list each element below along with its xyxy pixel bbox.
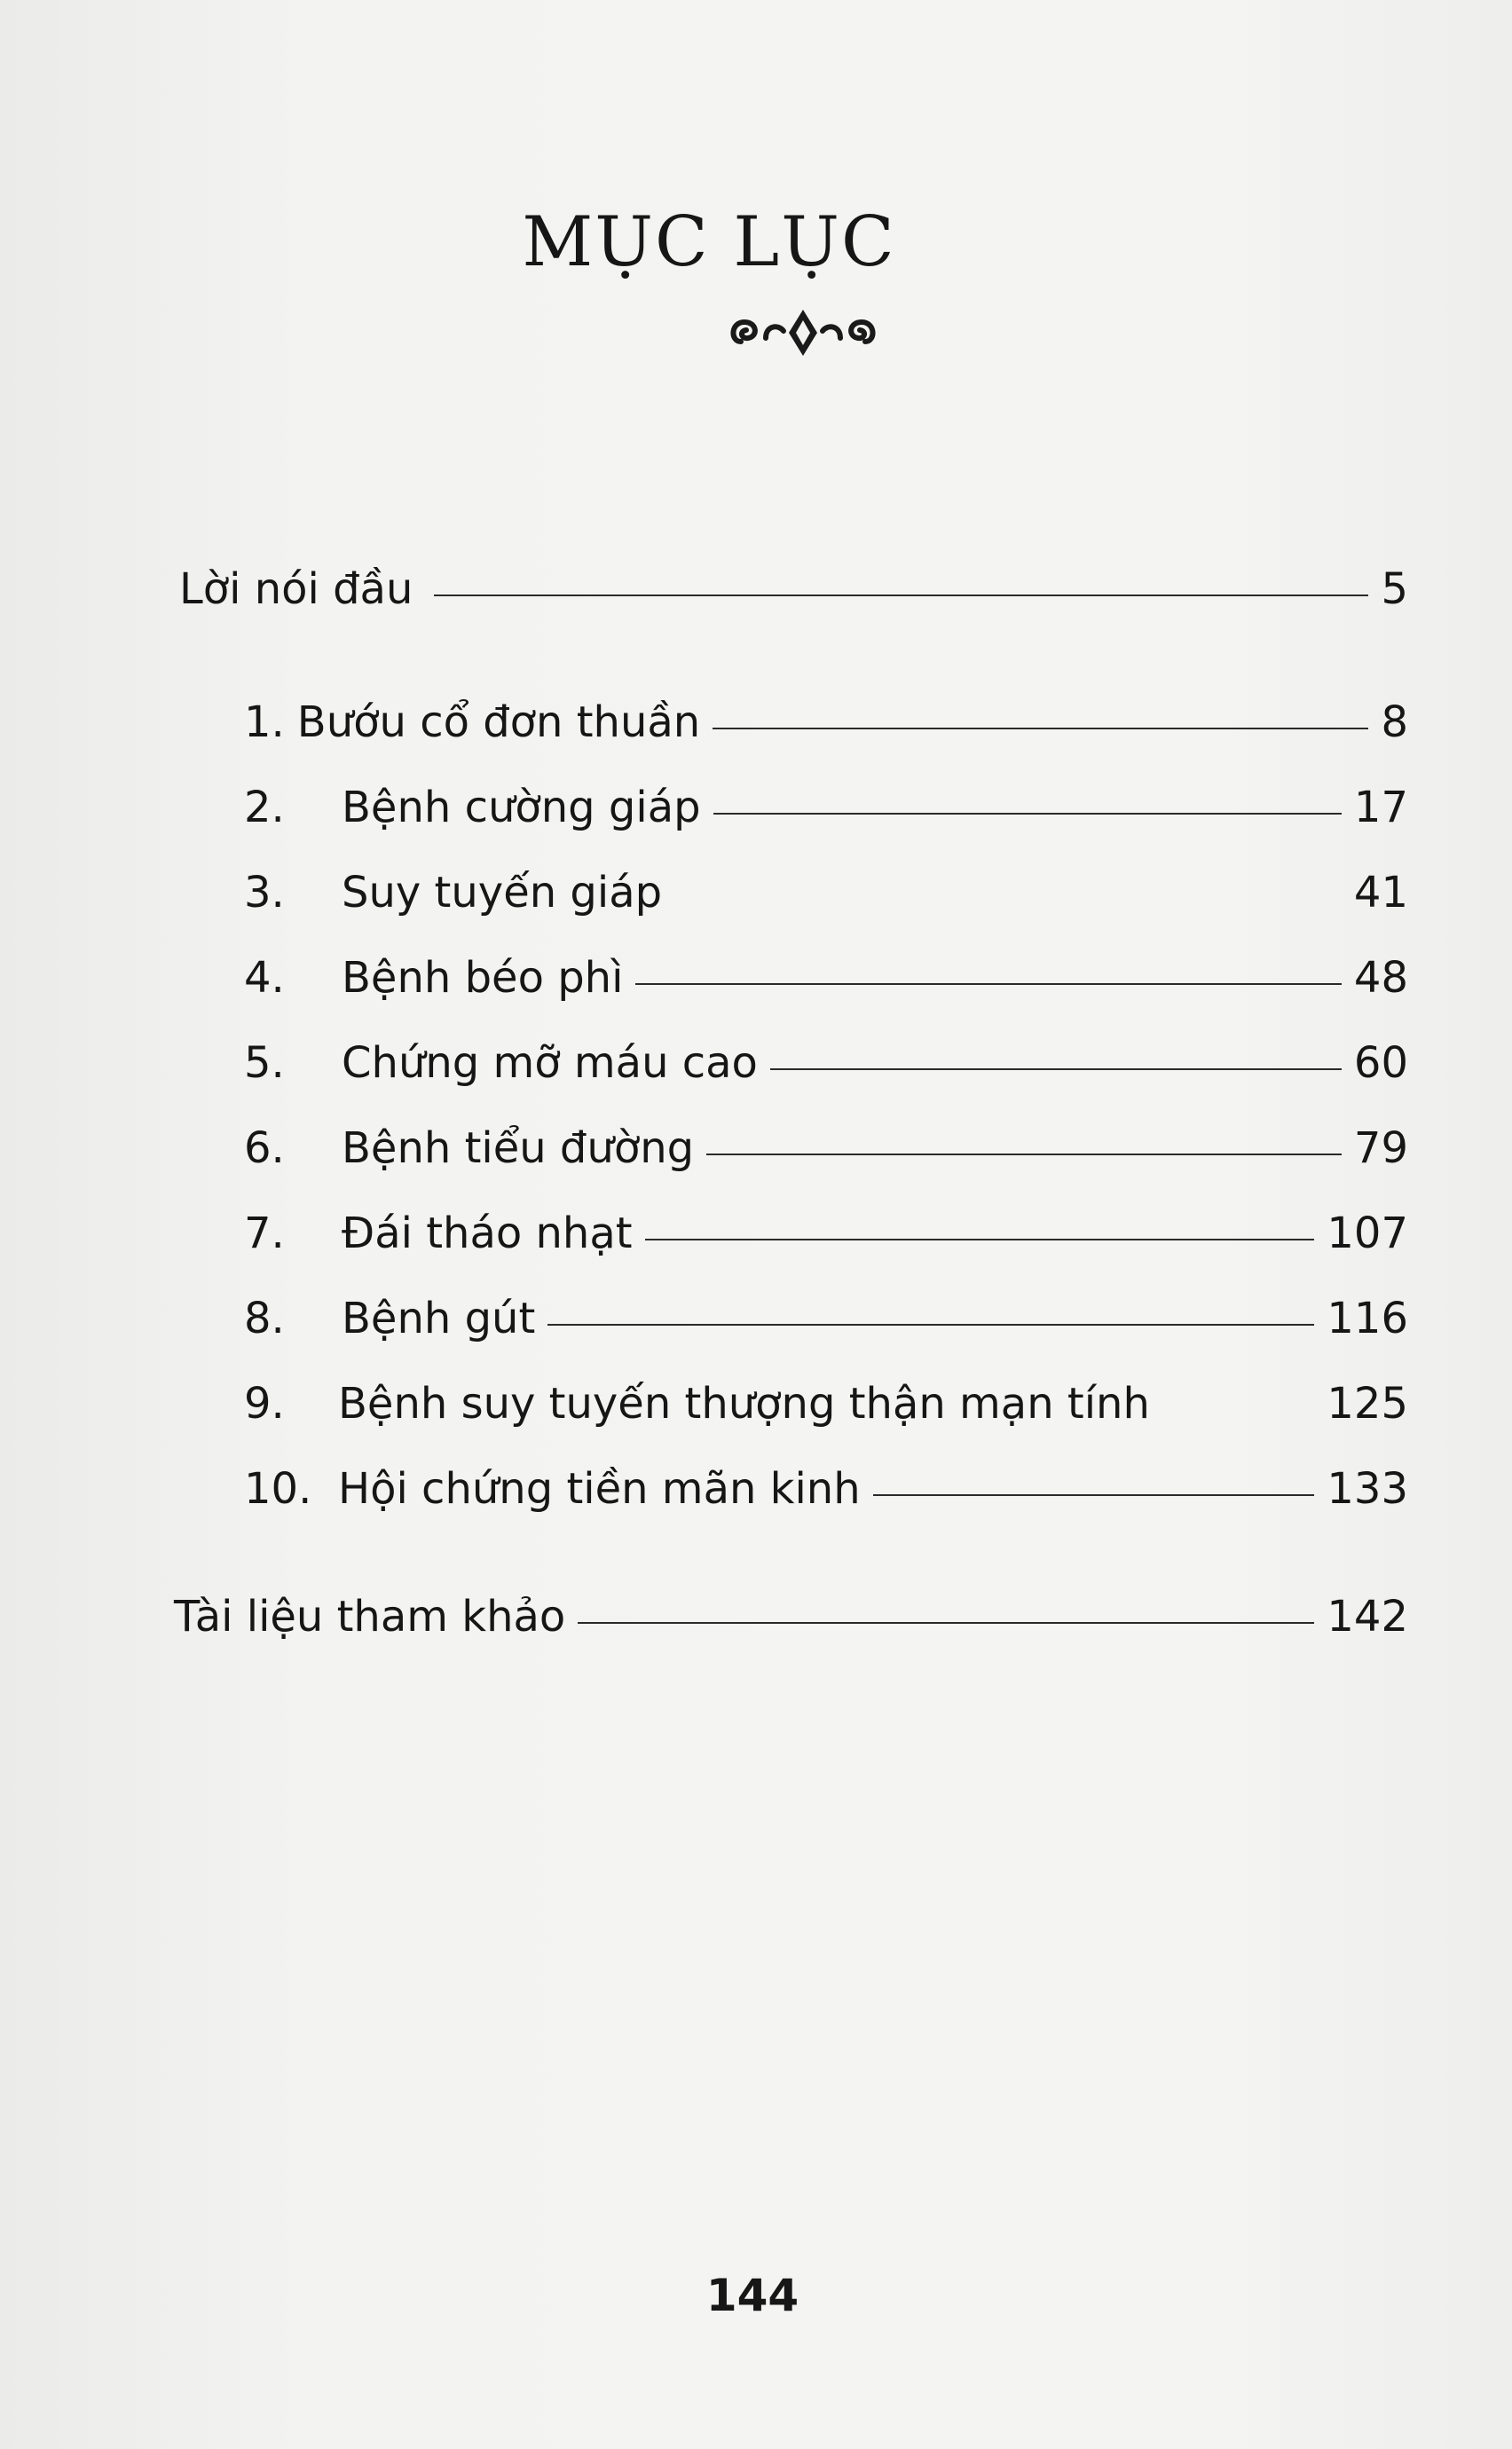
- toc-entry-label: Bệnh suy tuyến thượng thận mạn tính: [338, 1379, 1150, 1429]
- toc-entry-page: 17: [1353, 783, 1408, 832]
- toc-entry-number: 10.: [244, 1464, 312, 1514]
- toc-entry-label: Tài liệu tham khảo: [174, 1592, 566, 1642]
- toc-entry-number: 2.: [244, 783, 285, 832]
- toc-entry-6: [244, 1122, 1408, 1175]
- dotted-leader: [674, 898, 1342, 900]
- toc-entry-number: 6.: [244, 1123, 285, 1173]
- toc-entry-page: 116: [1327, 1294, 1408, 1343]
- toc-entry-page: 142: [1327, 1592, 1408, 1642]
- toc-entry-label: Lời nói đầu: [179, 564, 413, 614]
- toc-entry-label: Bệnh cường giáp: [342, 783, 701, 832]
- toc-entry-label: Suy tuyến giáp: [342, 868, 663, 917]
- dotted-leader: [578, 1622, 1314, 1624]
- toc-entry-page: 107: [1327, 1209, 1408, 1258]
- toc-entry-1: [244, 696, 1408, 749]
- toc-entry-4: [244, 951, 1408, 1004]
- dotted-leader: [873, 1494, 1315, 1496]
- toc-entry-page: 60: [1353, 1038, 1408, 1088]
- toc-entry-label: Bướu cổ đơn thuần: [296, 697, 701, 747]
- toc-entry-5: [244, 1036, 1408, 1090]
- toc-entry-intro: [179, 563, 1408, 616]
- toc-entry-label: Bệnh gút: [342, 1294, 536, 1343]
- toc-entry-7: [244, 1207, 1408, 1260]
- toc-entry-9: [244, 1377, 1408, 1430]
- toc-entry-label: Bệnh béo phì: [342, 953, 624, 1003]
- toc-entry-number: 5.: [244, 1038, 285, 1088]
- toc-entry-number: 1.: [244, 697, 285, 747]
- toc-entry-number: 3.: [244, 868, 285, 917]
- toc-entry-references: [174, 1590, 1408, 1643]
- toc-entry-page: 41: [1353, 868, 1408, 917]
- toc-entry-number: 8.: [244, 1294, 285, 1343]
- toc-entry-page: 133: [1327, 1464, 1408, 1514]
- dotted-leader: [770, 1068, 1342, 1070]
- dotted-leader: [645, 1239, 1315, 1240]
- toc-entry-label: Hội chứng tiền mãn kinh: [338, 1464, 861, 1514]
- page-title: MỤC LỤC: [522, 202, 896, 282]
- toc-entry-number: 9.: [244, 1379, 285, 1429]
- page-number: 144: [705, 2270, 799, 2321]
- floral-ornament-icon: [723, 306, 883, 359]
- toc-entry-number: 4.: [244, 953, 285, 1003]
- dotted-leader: [713, 813, 1342, 815]
- toc-entry-10: [244, 1462, 1408, 1516]
- toc-entry-3: [244, 866, 1408, 919]
- toc-entry-page: 125: [1327, 1379, 1408, 1429]
- toc-entry-label: Chứng mỡ máu cao: [342, 1038, 758, 1088]
- toc-entry-number: 7.: [244, 1209, 285, 1258]
- dotted-leader: [434, 595, 1368, 596]
- toc-entry-8: [244, 1292, 1408, 1345]
- toc-entry-label: Bệnh tiểu đường: [342, 1123, 695, 1173]
- dotted-leader: [713, 728, 1368, 729]
- dotted-leader: [635, 983, 1342, 985]
- dotted-leader: [706, 1154, 1342, 1155]
- dotted-leader: [1162, 1409, 1314, 1411]
- toc-entry-page: 8: [1381, 697, 1408, 747]
- toc-entry-label: Đái tháo nhạt: [342, 1209, 633, 1258]
- toc-entry-page: 5: [1381, 564, 1408, 614]
- toc-entry-page: 48: [1353, 953, 1408, 1003]
- toc-entry-2: [244, 781, 1408, 834]
- toc-entry-page: 79: [1353, 1123, 1408, 1173]
- dotted-leader: [547, 1324, 1314, 1326]
